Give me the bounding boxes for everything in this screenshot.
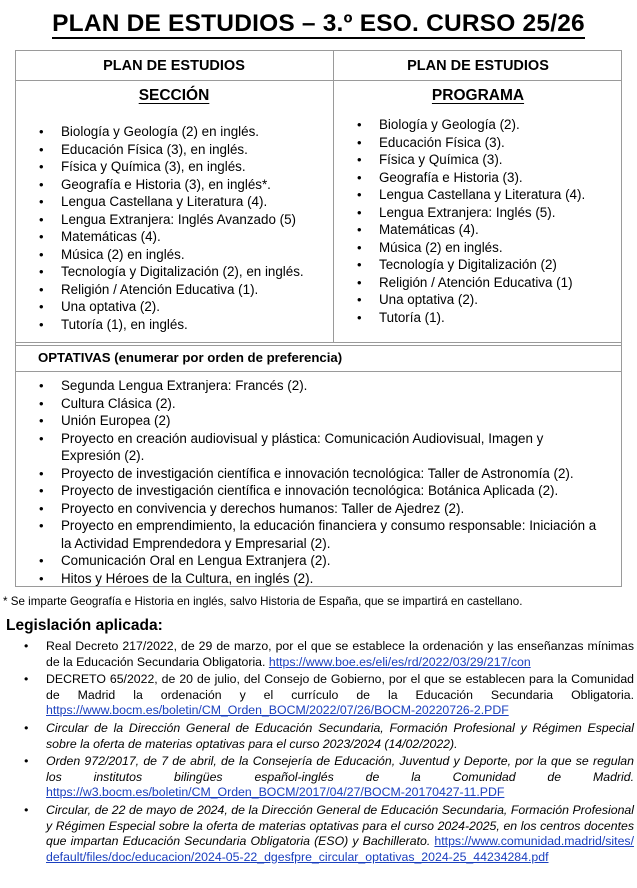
- legislacion-text: Circular, de 22 de mayo de 2024, de la Dirección General de Educación Secundaria, Formación Profesional y Régimen Especial sobre la oferta de materias optativas para el curso 2024-2025, en los centros docentes que impartan Educación Secundaria Obligatoria (ESO) y Bachillerato.: [46, 802, 634, 849]
- list-item: • Matemáticas (4).: [35, 228, 331, 246]
- legislacion-link[interactable]: https://w3.bocm.es/boletin/CM_Orden_BOCM/2017/04/27/BOCM-20170427-11.PDF: [46, 785, 505, 800]
- legislacion-text: DECRETO 65/2022, de 20 de julio, del Consejo de Gobierno, por el que se establecen para la Comunidad de Madrid la ordenación y el currículo de la Educación Secundaria Obligatoria.: [46, 672, 634, 702]
- list-item: • Lengua Castellana y Literatura (4).: [353, 186, 619, 204]
- seccion-subheader: SECCIÓN: [138, 87, 210, 104]
- legislacion-list: [22, 639, 634, 867]
- list-item: • Unión Europea (2): [35, 412, 600, 430]
- legislacion-item: [22, 639, 634, 670]
- list-item: • Música (2) en inglés.: [353, 239, 619, 257]
- list-item: • Física y Química (3), en inglés.: [35, 158, 331, 176]
- list-item: • Proyecto en convivencia y derechos humanos: Taller de Ajedrez (2).: [35, 500, 600, 518]
- list-item: • Biología y Geología (2).: [353, 116, 619, 134]
- footnote: * Se imparte Geografía e Historia en inglés, salvo Historia de España, que se impartirá en castellano.: [3, 595, 523, 608]
- seccion-subject-list: [35, 123, 331, 333]
- legislacion-item: [22, 754, 634, 801]
- seccion-header: PLAN DE ESTUDIOS: [103, 58, 245, 74]
- legislacion-header: Legislación aplicada:: [6, 617, 163, 634]
- list-item: • Matemáticas (4).: [353, 221, 619, 239]
- legislacion-item: [22, 672, 634, 719]
- list-item: • Física y Química (3).: [353, 151, 619, 169]
- right-header-divider: [334, 80, 622, 81]
- list-item: • Religión / Atención Educativa (1).: [35, 281, 331, 299]
- list-item: • Lengua Castellana y Literatura (4).: [35, 193, 331, 211]
- list-item: • Tecnología y Digitalización (2), en inglés.: [35, 263, 331, 281]
- legislacion-text: Orden 972/2017, de 7 de abril, de la Consejería de Educación, Juventud y Deporte, por la que se regulan los institutos bilingües español-inglés de la Comunidad de Madrid.: [46, 754, 634, 784]
- list-item: • Segunda Lengua Extranjera: Francés (2).: [35, 377, 600, 395]
- optativas-header-divider: [15, 371, 622, 372]
- left-header-divider: [15, 80, 333, 81]
- list-item: • Tutoría (1).: [353, 309, 619, 327]
- list-item: • Geografía e Historia (3), en inglés*.: [35, 176, 331, 194]
- programa-subject-list: [353, 116, 619, 326]
- list-item: • Tecnología y Digitalización (2): [353, 256, 619, 274]
- list-item: • Educación Física (3).: [353, 134, 619, 152]
- list-item: • Educación Física (3), en inglés.: [35, 141, 331, 159]
- list-item: • Cultura Clásica (2).: [35, 395, 600, 413]
- list-item: • Proyecto de investigación científica e innovación tecnológica: Taller de Astronomía (2).: [35, 465, 600, 483]
- page-title: PLAN DE ESTUDIOS – 3.º ESO. CURSO 25/26: [52, 10, 585, 37]
- row-divider-inner: [15, 345, 622, 346]
- list-item: • Hitos y Héroes de la Cultura, en inglés (2).: [35, 570, 600, 588]
- list-item: • Lengua Extranjera: Inglés (5).: [353, 204, 619, 222]
- list-item: • Proyecto en creación audiovisual y plástica: Comunicación Audiovisual, Imagen y Expresión (2).: [35, 430, 600, 465]
- list-item: • Comunicación Oral en Lengua Extranjera (2).: [35, 552, 600, 570]
- list-item: • Una optativa (2).: [35, 298, 331, 316]
- row-divider: [15, 342, 622, 343]
- list-item: • Proyecto de investigación científica e innovación tecnológica: Botánica Aplicada (2).: [35, 482, 600, 500]
- legislacion-link[interactable]: https://www.boe.es/eli/es/rd/2022/03/29/217/con: [268, 654, 531, 669]
- programa-header: PLAN DE ESTUDIOS: [407, 58, 549, 74]
- list-item: • Religión / Atención Educativa (1): [353, 274, 619, 292]
- optativas-list: [35, 377, 600, 587]
- list-item: • Proyecto en emprendimiento, la educación financiera y consumo responsable: Iniciación a la Actividad Emprendedora y Empresarial (2).: [35, 517, 600, 552]
- list-item: • Lengua Extranjera: Inglés Avanzado (5): [35, 211, 331, 229]
- list-item: • Biología y Geología (2) en inglés.: [35, 123, 331, 141]
- legislacion-item: [22, 721, 634, 752]
- legislacion-item: [22, 803, 634, 865]
- legislacion-link[interactable]: https://www.comunidad.madrid/sites/default/files/doc/educacion/2024-05-22_dgesfpre_circular_optativas_2024-25_44234284.pdf: [46, 834, 634, 864]
- list-item: • Música (2) en inglés.: [35, 246, 331, 264]
- legislacion-link[interactable]: https://www.bocm.es/boletin/CM_Orden_BOCM/2022/07/26/BOCM-20220726-2.PDF: [46, 703, 509, 718]
- legislacion-text: Circular de la Dirección General de Educación Secundaria, Formación Profesional y Régimen Especial sobre la oferta de materias optativas para el curso 2023/2024 (14/02/2022).: [46, 720, 634, 751]
- optativas-header: OPTATIVAS (enumerar por orden de preferencia): [38, 350, 343, 365]
- legislacion-text: Real Decreto 217/2022, de 29 de marzo, por el que se establece la ordenación y las enseñanzas mínimas de la Educación Secundaria Obligatoria.: [46, 639, 634, 669]
- programa-subheader: PROGRAMA: [431, 87, 525, 104]
- list-item: • Tutoría (1), en inglés.: [35, 316, 331, 334]
- list-item: • Una optativa (2).: [353, 291, 619, 309]
- list-item: • Geografía e Historia (3).: [353, 169, 619, 187]
